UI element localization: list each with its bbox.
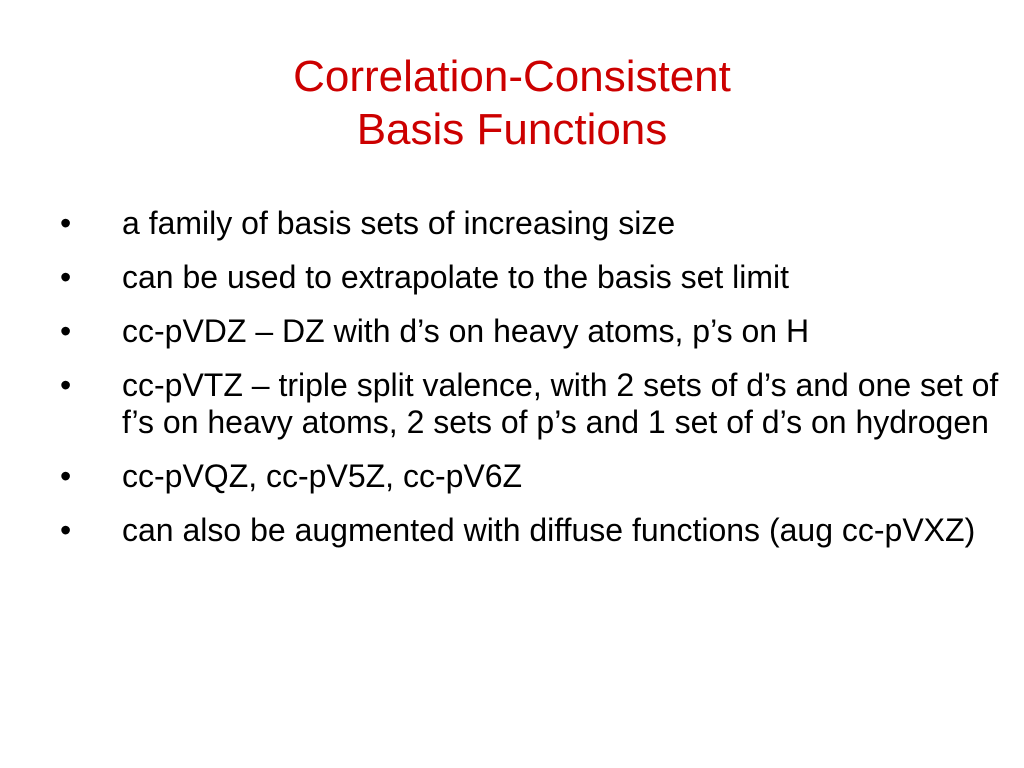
bullet-text: can be used to extrapolate to the basis set limit <box>122 259 790 295</box>
bullet-item <box>60 512 1000 549</box>
slide-title-line-2: Basis Functions <box>356 105 668 154</box>
bullet-item <box>60 367 1000 441</box>
bullet-text: a family of basis sets of increasing size <box>122 205 676 241</box>
slide-title-line-1: Correlation-Consistent <box>293 52 731 101</box>
bullet-marker: • <box>60 205 72 241</box>
bullet-text: cc-pVDZ – DZ with d’s on heavy atoms, p’s on H <box>122 313 810 349</box>
bullet-marker: • <box>60 313 72 349</box>
bullet-item <box>60 458 1000 495</box>
bullet-marker: • <box>60 512 72 548</box>
slide-title <box>0 50 1024 156</box>
bullet-text: cc-pVQZ, cc-pV5Z, cc-pV6Z <box>122 458 523 494</box>
bullet-list <box>60 205 1000 566</box>
bullet-text: cc-pVTZ – triple split valence, with 2 sets of d’s and one set of f’s on heavy atoms, 2 sets of p’s and 1 set of d’s on hydrogen <box>122 367 999 440</box>
bullet-text: can also be augmented with diffuse functions (aug cc-pVXZ) <box>122 512 976 548</box>
bullet-item <box>60 259 1000 296</box>
bullet-item <box>60 205 1000 242</box>
bullet-item <box>60 313 1000 350</box>
bullet-marker: • <box>60 367 72 403</box>
bullet-marker: • <box>60 259 72 295</box>
bullet-marker: • <box>60 458 72 494</box>
